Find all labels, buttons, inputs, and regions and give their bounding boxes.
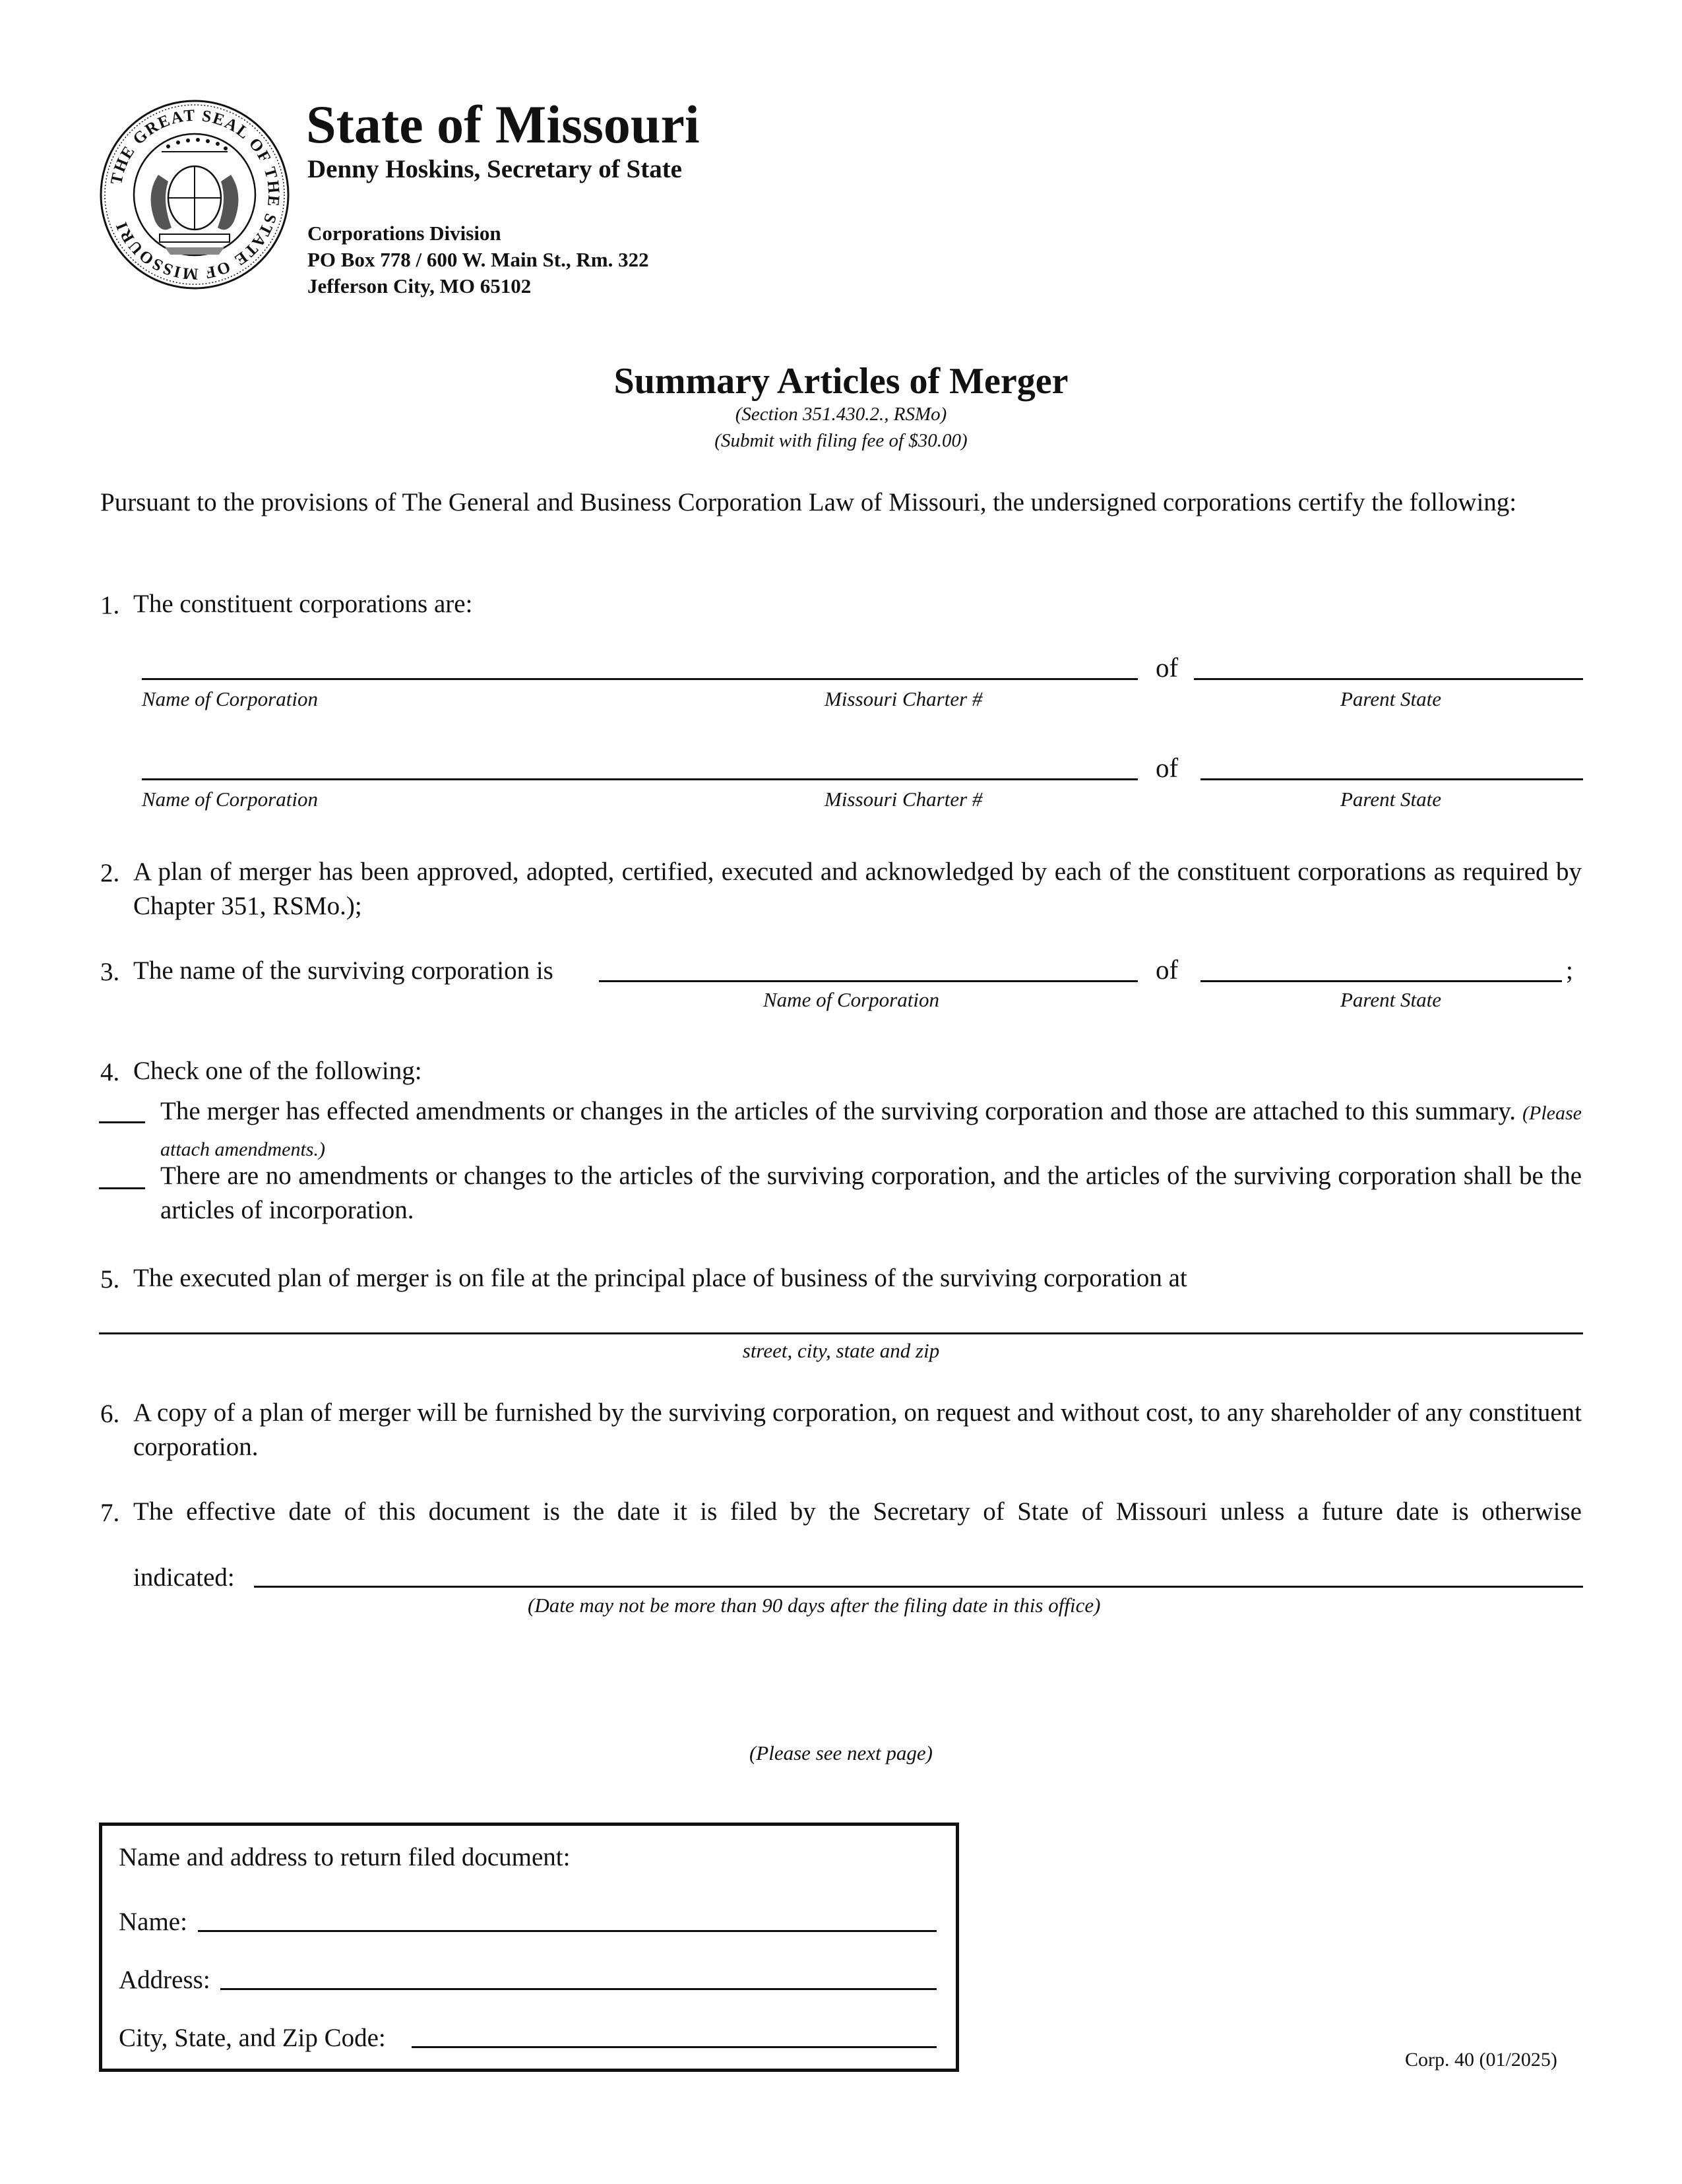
return-name-label: Name: (119, 1908, 187, 1936)
item-5-number: 5. (100, 1265, 120, 1294)
item-7-text: The effective date of this document is the date it is filed by the Secretary of State of Missouri unless a future date is otherwise (133, 1497, 1582, 1526)
principal-place-address-field[interactable] (99, 1332, 1583, 1334)
option-no-amendments-checkbox[interactable] (99, 1187, 145, 1189)
form-code: Corp. 40 (01/2025) (1405, 2049, 1557, 2071)
item-6-number: 6. (100, 1400, 120, 1428)
missouri-charter-caption: Missouri Charter # (825, 687, 983, 710)
of-label: of (1156, 954, 1179, 985)
division-name: Corporations Division (307, 222, 501, 245)
parent-state-caption: Parent State (1340, 687, 1441, 710)
item-6-text: A copy of a plan of merger will be furnished by the surviving corporation, on request and without cost, to any shareholder of any constituent corporation. (133, 1398, 1582, 1461)
return-city-field[interactable] (412, 2046, 937, 2048)
option-amendments-checkbox[interactable] (99, 1121, 145, 1123)
of-label: of (1156, 753, 1179, 783)
corporation-2-parent-state-field[interactable] (1200, 778, 1583, 780)
return-box-heading: Name and address to return filed document: (119, 1843, 571, 1871)
item-4-number: 4. (100, 1058, 120, 1086)
indicated-label: indicated: (133, 1563, 235, 1592)
item-3-text: The name of the surviving corporation is (133, 956, 553, 985)
corporation-1-field[interactable] (142, 678, 1138, 680)
item-2-number: 2. (100, 859, 120, 887)
division-address: PO Box 778 / 600 W. Main St., Rm. 322 (307, 248, 649, 271)
missouri-charter-caption: Missouri Charter # (825, 788, 983, 811)
item-3-semicolon: ; (1566, 956, 1573, 985)
missouri-seal-icon (99, 99, 290, 290)
state-title: State of Missouri (306, 94, 700, 154)
surviving-corporation-parent-state-field[interactable] (1200, 980, 1562, 982)
street-caption: street, city, state and zip (742, 1339, 940, 1362)
return-address-field[interactable] (220, 1988, 937, 1990)
option-no-amendments-text: There are no amendments or changes to the articles of the surviving corporation, and the articles of the surviving corporation shall be the articles of incorporation. (160, 1162, 1582, 1224)
attach-amendments-note: (Please attach amendments.) (160, 1102, 1582, 1160)
corporation-1-parent-state-field[interactable] (1194, 678, 1583, 680)
item-7-number: 7. (100, 1499, 120, 1527)
parent-state-caption: Parent State (1340, 988, 1441, 1011)
division-city: Jefferson City, MO 65102 (307, 274, 532, 297)
intro-paragraph: Pursuant to the provisions of The General and Business Corporation Law of Missouri, the undersigned corporations certify the following: (100, 488, 1517, 516)
item-2-text: A plan of merger has been approved, adopted, certified, executed and acknowledged by each of the constituent corporations as required by Chapter 351, RSMo.); (133, 858, 1582, 920)
form-fee-note: (Submit with filing fee of $30.00) (714, 430, 968, 451)
effective-date-field[interactable] (254, 1586, 1583, 1588)
item-1-text: The constituent corporations are: (133, 590, 473, 618)
date-note-caption: (Date may not be more than 90 days after the filing date in this office) (528, 1594, 1101, 1617)
item-3-number: 3. (100, 958, 120, 986)
name-of-corporation-caption: Name of Corporation (763, 988, 939, 1011)
of-label: of (1156, 652, 1179, 683)
return-address-label: Address: (119, 1966, 210, 1994)
return-name-field[interactable] (198, 1930, 937, 1932)
return-city-label: City, State, and Zip Code: (119, 2024, 386, 2052)
option-amendments-label: The merger has effected amendments or changes in the articles of the surviving corporation and those are attached to this summary. (160, 1097, 1516, 1125)
item-5-text: The executed plan of merger is on file at the principal place of business of the surviving corporation at (133, 1264, 1187, 1292)
parent-state-caption: Parent State (1340, 788, 1441, 811)
form-section-ref: (Section 351.430.2., RSMo) (735, 404, 947, 425)
secretary-name: Denny Hoskins, Secretary of State (307, 155, 682, 183)
name-of-corporation-caption: Name of Corporation (142, 687, 318, 710)
surviving-corporation-name-field[interactable] (599, 980, 1138, 982)
form-title: Summary Articles of Merger (613, 361, 1069, 402)
seal-text: THE GREAT SEAL OF THE STATE OF MISSOURI (107, 106, 283, 283)
next-page-note: (Please see next page) (749, 1741, 933, 1764)
item-1-number: 1. (100, 591, 120, 619)
name-of-corporation-caption: Name of Corporation (142, 788, 318, 811)
option-amendments-text (160, 1094, 1582, 1167)
item-4-text: Check one of the following: (133, 1057, 422, 1085)
corporation-2-field[interactable] (142, 778, 1138, 780)
